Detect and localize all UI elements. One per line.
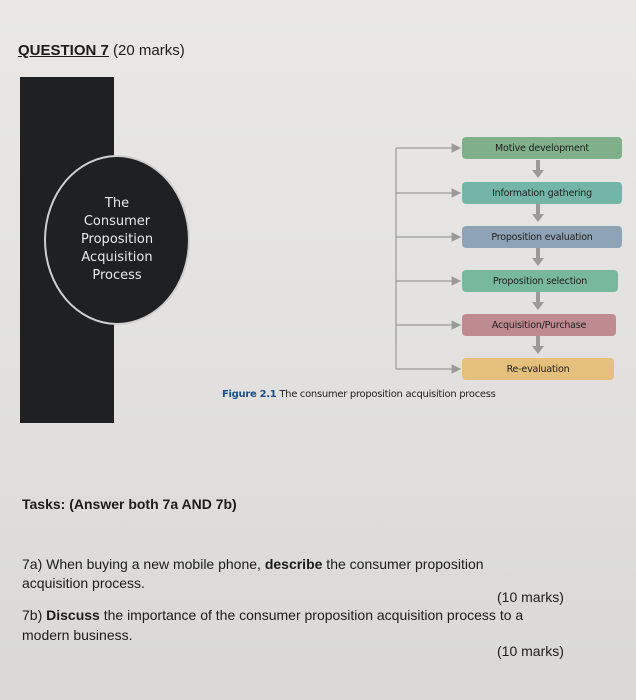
down-arrow-icon: [532, 248, 544, 266]
circle-line-5: Process: [92, 268, 142, 283]
figure-caption: [222, 389, 496, 400]
step-proposition-evaluation: Proposition evaluation: [462, 226, 622, 248]
step-re-evaluation: Re-evaluation: [462, 358, 614, 380]
step-acquisition-purchase: Acquisition/Purchase: [462, 314, 616, 336]
task-7a-marks: (10 marks): [497, 589, 564, 605]
task-7b-line-2: modern business.: [22, 627, 133, 643]
circle-line-2: Consumer: [83, 214, 151, 229]
step-proposition-selection: Proposition selection: [462, 270, 618, 292]
down-arrow-icon: [532, 292, 544, 310]
step-motive-development: Motive development: [462, 137, 622, 159]
tasks-heading: Tasks: (Answer both 7a AND 7b): [22, 496, 237, 512]
figure-caption-text: The consumer proposition acquisition process: [279, 389, 496, 400]
task-7b-line-1: 7b) Discuss the importance of the consumer proposition acquisition process to a: [22, 607, 524, 623]
task-7a-line-2: acquisition process.: [22, 575, 145, 591]
step-information-gathering: Information gathering: [462, 182, 622, 204]
question-number: QUESTION 7: [18, 42, 109, 59]
figure-number: Figure 2.1: [222, 389, 277, 400]
question-marks: (20 marks): [113, 42, 185, 59]
down-arrow-icon: [532, 336, 544, 354]
down-arrow-icon: [532, 204, 544, 222]
circle-line-4: Acquisition: [81, 250, 153, 265]
circle-line-1: The: [104, 196, 130, 211]
task-7a-line-1: 7a) When buying a new mobile phone, describe the consumer proposition: [22, 556, 484, 572]
task-7b-marks: (10 marks): [497, 643, 564, 659]
circle-line-3: Proposition: [80, 232, 154, 247]
down-arrow-icon: [532, 160, 544, 178]
